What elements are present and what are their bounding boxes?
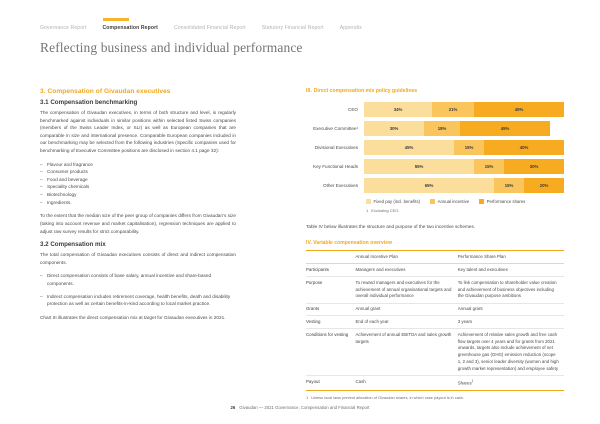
- chart-segment-annual-incentive: 21%: [432, 102, 474, 117]
- chart-segment-annual-incentive: 15%: [454, 140, 484, 155]
- table-header-performance-share-plan: Performance Share Plan: [458, 250, 564, 264]
- list-item: – Direct compensation consists of base salary, annual incentive and share-based components.: [40, 272, 236, 287]
- chart-row-label: Executive Committee¹: [313, 125, 358, 131]
- nav-item-compensation-report[interactable]: Compensation Report: [103, 22, 158, 31]
- chart-footnote-text: Excluding CEO.: [371, 208, 400, 213]
- compensation-mix-list: [40, 272, 236, 307]
- legend-label: Annual incentive: [437, 199, 470, 204]
- legend-item-performance-shares: [479, 199, 525, 204]
- table-footnote-number: 1: [306, 394, 309, 400]
- chart-row-label: Other Executives: [323, 182, 358, 188]
- table-row: [306, 264, 564, 277]
- chart-bar-track: [364, 102, 564, 117]
- legend-item-annual-incentive: [430, 199, 469, 204]
- table-cell-footnote-marker: 1: [471, 378, 474, 383]
- table-cell-annual: Managers and executives: [355, 264, 457, 277]
- left-column: [40, 88, 236, 327]
- industry-list: [40, 161, 236, 207]
- legend-label: Fixed pay (incl. benefits): [373, 199, 421, 204]
- table-header-row: [306, 250, 564, 264]
- list-item: – Consumer products: [40, 168, 236, 176]
- paragraph-chart-reference: Chart III illustrates the direct compensation mix at target for Givaudan executives in 2021.: [40, 314, 226, 320]
- table-cell-performance: Achievement of relative sales growth and free cash flow targets over 4 years and for grants from 2021 onwards, targets also include achievement of net greenhouse gas (GHG) emission reduction (scope 1, 2 and 3), senior leader diversity (women and high growth market representation) and employee safety: [458, 329, 564, 376]
- chart-segment-performance-shares: 20%: [524, 178, 564, 193]
- page-title: Reflecting business and individual performance: [40, 40, 303, 55]
- table-cell-performance-text: Shares: [457, 380, 472, 386]
- legend-swatch-icon: [479, 199, 484, 204]
- chart-bar-track: [364, 178, 564, 193]
- table-row: [306, 329, 564, 376]
- chart-segment-annual-incentive: 15%: [494, 178, 524, 193]
- section-heading: 3. Compensation of Givaudan executives: [40, 88, 171, 95]
- list-item: – Flavour and fragrance: [40, 161, 236, 169]
- page-footer: [0, 405, 600, 410]
- chart-row-ceo: [306, 102, 564, 117]
- compensation-mix-chart: [306, 102, 564, 213]
- table-cell-annual: Annual grant: [355, 303, 457, 316]
- chart-segment-fixed-pay: 65%: [364, 178, 494, 193]
- subsection-heading-benchmarking: 3.1 Compensation benchmarking: [40, 99, 138, 106]
- table-cell-performance: To link compensation to shareholder value creation and achievement of business objectives including the Givaudan purpose ambitions: [458, 277, 564, 303]
- table-row-label: Vesting: [306, 316, 355, 329]
- table-row-label: Purpose: [306, 277, 355, 303]
- table-footnote-text: Unless local laws prevent allocation of Givaudan shares, in which case payout is in cash.: [311, 394, 465, 400]
- chart-row-executive-committee: [306, 121, 564, 136]
- chart-numeral: III.: [306, 88, 312, 94]
- page-number: 26: [230, 405, 236, 410]
- list-item: – Speciality chemicals: [40, 183, 236, 191]
- legend-item-fixed-pay: [366, 199, 420, 204]
- chart-bar-track: [364, 121, 564, 136]
- list-item: – Biotechnology: [40, 191, 236, 199]
- table-row: [306, 316, 564, 329]
- table-cell-annual: End of each year: [355, 316, 457, 329]
- paragraph-benchmarking: The compensation of Givaudan executives, in terms of both structure and level, is regularly benchmarked against individuals in similar positions within selected listed Swiss companies (members of the Swiss Leader Index, or SLI) as well as European companies that are comparable in size and international presence. Comparable European companies included in our benchmarking may be selected from the following industries (Specific companies used for benchmarking of Executive Committee positions are disclosed in section 4.1 page 32):: [40, 110, 236, 154]
- chart-row-label: Key Functional Heads: [313, 163, 358, 169]
- chart-footnote: [366, 208, 564, 213]
- table-footnote: [306, 395, 564, 400]
- table-row-label: Grants: [306, 303, 355, 316]
- table-cell-annual: Achievement of annual EBITDA and sales growth targets: [355, 329, 457, 376]
- table-cell-performance: [458, 376, 564, 390]
- chart-bar-track: [364, 140, 564, 155]
- table-row-label: Participants: [306, 264, 355, 277]
- chart-segment-fixed-pay: 34%: [364, 102, 432, 117]
- legend-label: Performance shares: [486, 199, 526, 204]
- legend-swatch-icon: [366, 199, 371, 204]
- nav-item-appendix[interactable]: Appendix: [339, 25, 362, 31]
- table-row: [306, 376, 564, 390]
- table-header-annual-incentive-plan: Annual Incentive Plan: [355, 250, 457, 264]
- top-navigation: [40, 22, 570, 31]
- table-row: [306, 277, 564, 303]
- variable-compensation-table: [306, 250, 564, 391]
- list-item: – Indirect compensation includes retirement coverage, health benefits, death and disability protection as well as certain benefits-in-kind according to local market practice.: [40, 293, 236, 308]
- footer-text: Givaudan — 2021 Governance, Compensation and Financial Report: [239, 405, 370, 410]
- chart-footnote-number: 1: [366, 208, 369, 213]
- chart-segment-annual-incentive: 18%: [424, 121, 460, 136]
- chart-row-label: CEO: [348, 106, 358, 112]
- chart-title-text: Direct compensation mix policy guidelines: [313, 88, 418, 94]
- chart-segment-performance-shares: 45%: [474, 102, 564, 117]
- nav-item-consolidated-financial-report[interactable]: Consolidated Financial Report: [173, 25, 246, 31]
- chart-row-other-executives: [306, 178, 564, 193]
- paragraph-regression: To the extent that the median size of the peer group of companies differs from Givaudan’s size (taking into account revenue and market capitalisation), regression techniques are applied to adjust raw survey results for strict comparability.: [40, 213, 236, 234]
- nav-item-statutory-financial-report[interactable]: Statutory Financial Report: [261, 25, 324, 31]
- table-title: [306, 240, 564, 246]
- table-cell-annual: Cash: [355, 376, 457, 390]
- list-item: – Food and beverage: [40, 176, 236, 184]
- table-row-label: Payout: [306, 376, 355, 390]
- nav-item-governance-report[interactable]: Governance Report: [40, 25, 87, 31]
- table-row-label: Conditions for vesting: [306, 329, 355, 376]
- chart-segment-fixed-pay: 30%: [364, 121, 424, 136]
- chart-row-label: Divisional Executives: [314, 144, 358, 150]
- table-header-blank: [306, 250, 355, 264]
- table-cell-performance: 3 years: [458, 316, 564, 329]
- paragraph-compensation-components: The total compensation of Givaudan executives consists of direct and indirect compensation components.: [40, 252, 236, 265]
- chart-bar-track: [364, 159, 564, 174]
- legend-swatch-icon: [430, 199, 435, 204]
- table-intro-paragraph: Table IV below illustrates the structure and purpose of the two incentive schemes.: [306, 224, 476, 229]
- chart-row-divisional-executives: [306, 140, 564, 155]
- chart-segment-annual-incentive: 15%: [474, 159, 504, 174]
- table-cell-performance: Annual grant: [458, 303, 564, 316]
- table-cell-performance: Key talent and executives: [458, 264, 564, 277]
- chart-segment-fixed-pay: 45%: [364, 140, 454, 155]
- chart-segment-performance-shares: 40%: [484, 140, 564, 155]
- chart-row-key-functional-heads: [306, 159, 564, 174]
- chart-segment-performance-shares: 30%: [504, 159, 564, 174]
- table-title-text: Variable compensation overview: [313, 239, 393, 246]
- chart-segment-performance-shares: 45%: [460, 121, 550, 136]
- table-numeral: IV.: [306, 239, 312, 246]
- right-column: [306, 88, 564, 400]
- table-row: [306, 303, 564, 316]
- chart-title: [306, 88, 564, 94]
- chart-legend: [366, 199, 564, 204]
- table-cell-annual: To reward managers and executives for the achievement of annual organisational targets and overall individual performance: [355, 277, 457, 303]
- chart-segment-fixed-pay: 55%: [364, 159, 474, 174]
- subsection-heading-compensation-mix: 3.2 Compensation mix: [40, 241, 106, 249]
- list-item: – Ingredients.: [40, 199, 236, 207]
